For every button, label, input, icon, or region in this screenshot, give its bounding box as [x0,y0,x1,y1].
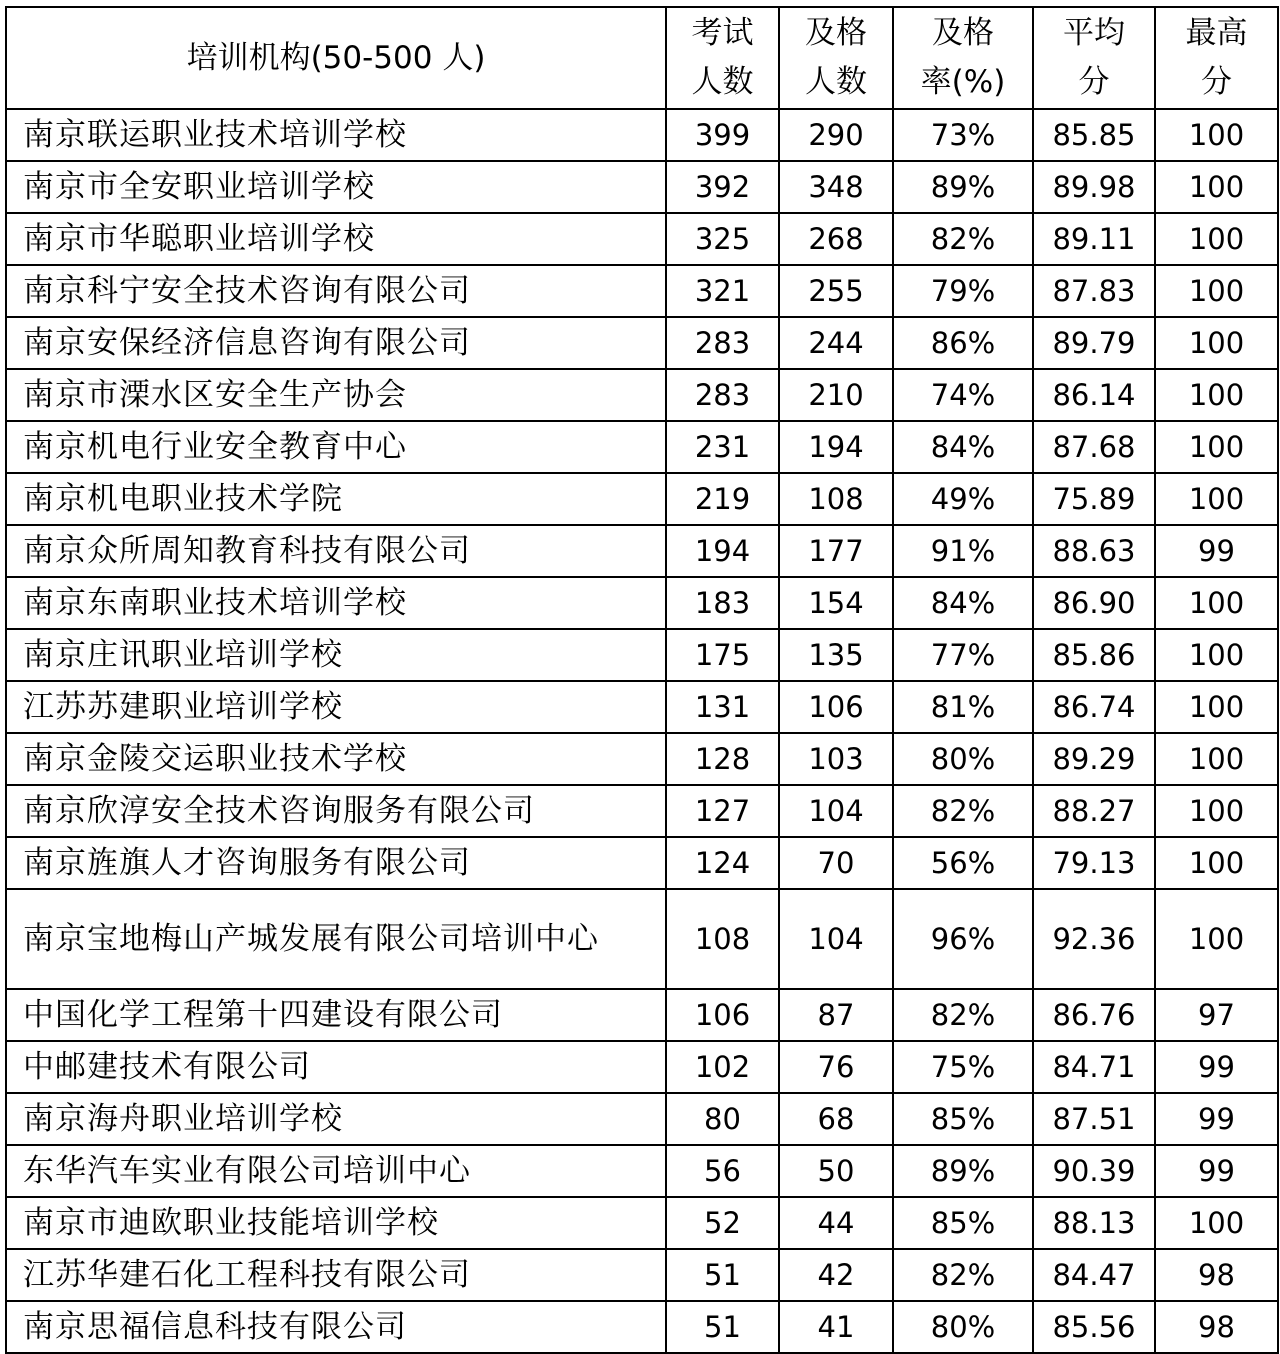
pass-rate-cell: 96% [893,889,1033,989]
average-score-cell: 79.13 [1033,837,1155,889]
table-row [6,109,1278,161]
exam-count-cell: 124 [666,837,779,889]
exam-count-cell: 52 [666,1197,779,1249]
table-row [6,889,1278,989]
average-score-cell: 90.39 [1033,1145,1155,1197]
table-row [6,681,1278,733]
pass-count-cell: 104 [779,785,893,837]
header-institution: 培训机构(50-500 人) [6,7,666,109]
pass-rate-cell: 77% [893,629,1033,681]
header-exam-count: 考试 人数 [666,7,779,109]
average-score-cell: 87.68 [1033,421,1155,473]
table-row [6,733,1278,785]
pass-count-cell: 154 [779,577,893,629]
average-score-cell: 89.29 [1033,733,1155,785]
max-score-cell: 100 [1155,681,1278,733]
exam-count-cell: 108 [666,889,779,989]
table-row [6,1249,1278,1301]
exam-count-cell: 325 [666,213,779,265]
pass-count-cell: 108 [779,473,893,525]
pass-count-cell: 348 [779,161,893,213]
average-score-cell: 86.74 [1033,681,1155,733]
max-score-cell: 100 [1155,577,1278,629]
max-score-cell: 100 [1155,317,1278,369]
pass-count-cell: 244 [779,317,893,369]
exam-count-cell: 51 [666,1249,779,1301]
institution-name-cell: 南京海舟职业培训学校 [6,1093,666,1145]
max-score-cell: 99 [1155,1145,1278,1197]
table-row [6,989,1278,1041]
pass-rate-cell: 85% [893,1197,1033,1249]
pass-rate-cell: 89% [893,1145,1033,1197]
pass-rate-cell: 49% [893,473,1033,525]
header-pass-rate: 及格 率(%) [893,7,1033,109]
table-row [6,265,1278,317]
exam-count-cell: 399 [666,109,779,161]
average-score-cell: 85.56 [1033,1301,1155,1353]
table-row [6,369,1278,421]
pass-rate-cell: 80% [893,1301,1033,1353]
average-score-cell: 75.89 [1033,473,1155,525]
average-score-cell: 89.11 [1033,213,1155,265]
pass-count-cell: 41 [779,1301,893,1353]
exam-count-cell: 131 [666,681,779,733]
exam-count-cell: 321 [666,265,779,317]
exam-count-cell: 56 [666,1145,779,1197]
max-score-cell: 100 [1155,265,1278,317]
institution-name-cell: 南京金陵交运职业技术学校 [6,733,666,785]
max-score-cell: 100 [1155,369,1278,421]
table-row [6,473,1278,525]
institution-name-cell: 南京市全安职业培训学校 [6,161,666,213]
institution-name-cell: 东华汽车实业有限公司培训中心 [6,1145,666,1197]
table-row [6,837,1278,889]
pass-count-cell: 210 [779,369,893,421]
pass-count-cell: 87 [779,989,893,1041]
pass-rate-cell: 82% [893,785,1033,837]
table-row [6,525,1278,577]
pass-count-cell: 135 [779,629,893,681]
average-score-cell: 88.63 [1033,525,1155,577]
header-pass-count: 及格 人数 [779,7,893,109]
institution-name-cell: 南京思福信息科技有限公司 [6,1301,666,1353]
institution-name-cell: 南京安保经济信息咨询有限公司 [6,317,666,369]
max-score-cell: 97 [1155,989,1278,1041]
average-score-cell: 84.71 [1033,1041,1155,1093]
max-score-cell: 100 [1155,733,1278,785]
table-row [6,629,1278,681]
pass-count-cell: 255 [779,265,893,317]
table-row [6,161,1278,213]
header-average-score: 平均 分 [1033,7,1155,109]
table-row [6,1301,1278,1353]
institution-name-cell: 江苏苏建职业培训学校 [6,681,666,733]
pass-rate-cell: 56% [893,837,1033,889]
pass-rate-cell: 79% [893,265,1033,317]
average-score-cell: 86.14 [1033,369,1155,421]
max-score-cell: 100 [1155,213,1278,265]
average-score-cell: 85.85 [1033,109,1155,161]
average-score-cell: 84.47 [1033,1249,1155,1301]
max-score-cell: 100 [1155,161,1278,213]
pass-count-cell: 177 [779,525,893,577]
pass-rate-cell: 86% [893,317,1033,369]
institution-name-cell: 南京联运职业技术培训学校 [6,109,666,161]
average-score-cell: 87.83 [1033,265,1155,317]
pass-count-cell: 106 [779,681,893,733]
max-score-cell: 100 [1155,1197,1278,1249]
average-score-cell: 86.90 [1033,577,1155,629]
table-row [6,1041,1278,1093]
pass-rate-cell: 80% [893,733,1033,785]
pass-count-cell: 50 [779,1145,893,1197]
table-row [6,577,1278,629]
average-score-cell: 92.36 [1033,889,1155,989]
pass-count-cell: 290 [779,109,893,161]
table-row [6,1093,1278,1145]
exam-count-cell: 392 [666,161,779,213]
institution-name-cell: 南京宝地梅山产城发展有限公司培训中心 [6,889,666,989]
institution-name-cell: 南京旌旗人才咨询服务有限公司 [6,837,666,889]
pass-count-cell: 44 [779,1197,893,1249]
exam-count-cell: 106 [666,989,779,1041]
max-score-cell: 100 [1155,473,1278,525]
table-body [6,109,1278,1353]
institution-name-cell: 中邮建技术有限公司 [6,1041,666,1093]
average-score-cell: 88.27 [1033,785,1155,837]
exam-count-cell: 127 [666,785,779,837]
pass-rate-cell: 85% [893,1093,1033,1145]
pass-rate-cell: 82% [893,1249,1033,1301]
average-score-cell: 87.51 [1033,1093,1155,1145]
institution-name-cell: 南京机电行业安全教育中心 [6,421,666,473]
pass-rate-cell: 82% [893,213,1033,265]
pass-rate-cell: 91% [893,525,1033,577]
max-score-cell: 100 [1155,421,1278,473]
institution-name-cell: 南京科宁安全技术咨询有限公司 [6,265,666,317]
average-score-cell: 86.76 [1033,989,1155,1041]
pass-rate-cell: 81% [893,681,1033,733]
exam-count-cell: 283 [666,369,779,421]
pass-rate-cell: 84% [893,421,1033,473]
pass-rate-cell: 89% [893,161,1033,213]
exam-count-cell: 231 [666,421,779,473]
max-score-cell: 98 [1155,1249,1278,1301]
pass-rate-cell: 75% [893,1041,1033,1093]
exam-count-cell: 219 [666,473,779,525]
max-score-cell: 100 [1155,109,1278,161]
pass-rate-cell: 82% [893,989,1033,1041]
table-row [6,1197,1278,1249]
max-score-cell: 98 [1155,1301,1278,1353]
exam-count-cell: 51 [666,1301,779,1353]
institution-name-cell: 南京市溧水区安全生产协会 [6,369,666,421]
max-score-cell: 100 [1155,889,1278,989]
average-score-cell: 88.13 [1033,1197,1155,1249]
pass-rate-cell: 84% [893,577,1033,629]
table-row [6,421,1278,473]
header-max-score: 最高 分 [1155,7,1278,109]
max-score-cell: 100 [1155,837,1278,889]
institution-name-cell: 南京市华聪职业培训学校 [6,213,666,265]
table-row [6,1145,1278,1197]
max-score-cell: 99 [1155,1041,1278,1093]
institution-name-cell: 南京庄讯职业培训学校 [6,629,666,681]
pass-rate-cell: 74% [893,369,1033,421]
exam-count-cell: 194 [666,525,779,577]
pass-count-cell: 76 [779,1041,893,1093]
pass-count-cell: 104 [779,889,893,989]
institution-name-cell: 南京欣淳安全技术咨询服务有限公司 [6,785,666,837]
institution-name-cell: 江苏华建石化工程科技有限公司 [6,1249,666,1301]
pass-rate-cell: 73% [893,109,1033,161]
exam-count-cell: 80 [666,1093,779,1145]
max-score-cell: 100 [1155,629,1278,681]
exam-count-cell: 283 [666,317,779,369]
average-score-cell: 89.98 [1033,161,1155,213]
pass-count-cell: 70 [779,837,893,889]
pass-count-cell: 194 [779,421,893,473]
table-row [6,213,1278,265]
pass-count-cell: 103 [779,733,893,785]
table-row [6,785,1278,837]
pass-count-cell: 68 [779,1093,893,1145]
exam-count-cell: 102 [666,1041,779,1093]
max-score-cell: 99 [1155,525,1278,577]
training-results-table [5,6,1279,1354]
institution-name-cell: 中国化学工程第十四建设有限公司 [6,989,666,1041]
max-score-cell: 100 [1155,785,1278,837]
institution-name-cell: 南京机电职业技术学院 [6,473,666,525]
pass-count-cell: 268 [779,213,893,265]
institution-name-cell: 南京市迪欧职业技能培训学校 [6,1197,666,1249]
table-header-row [6,7,1278,109]
pass-count-cell: 42 [779,1249,893,1301]
average-score-cell: 89.79 [1033,317,1155,369]
table-row [6,317,1278,369]
exam-count-cell: 128 [666,733,779,785]
average-score-cell: 85.86 [1033,629,1155,681]
max-score-cell: 99 [1155,1093,1278,1145]
exam-count-cell: 183 [666,577,779,629]
exam-count-cell: 175 [666,629,779,681]
institution-name-cell: 南京东南职业技术培训学校 [6,577,666,629]
institution-name-cell: 南京众所周知教育科技有限公司 [6,525,666,577]
